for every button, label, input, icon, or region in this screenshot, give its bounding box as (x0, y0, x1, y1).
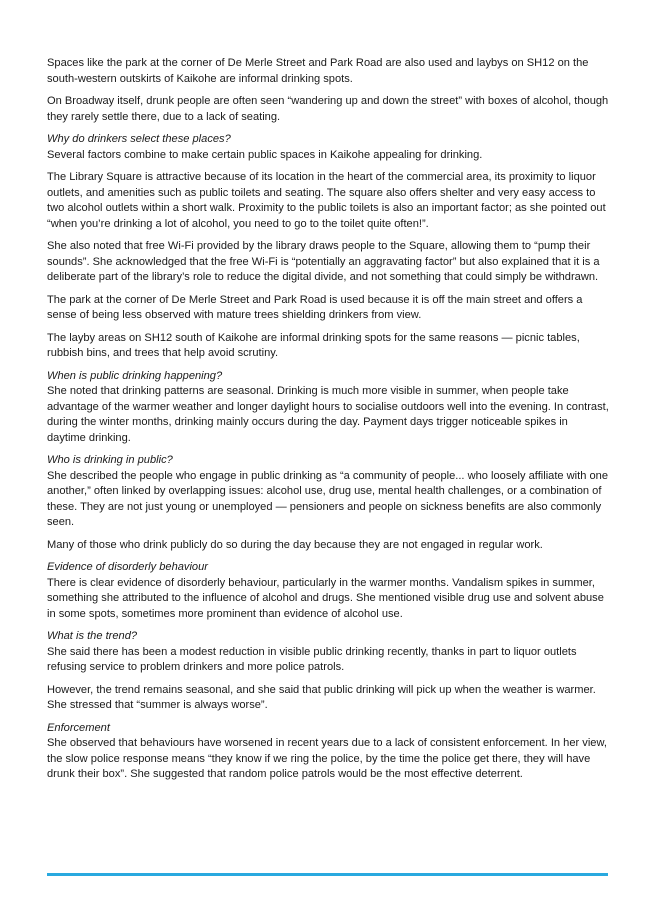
section-lead: There is clear evidence of disorderly behaviour, particularly in the warmer months. Vandalism spikes in summer, something she attributed to the influence of alcohol and drugs. She mentioned visible drug use and solvent abuse in some spots, sometimes more prominent than evidence of alcohol use. (47, 576, 604, 620)
intro-paragraph: Spaces like the park at the corner of De Merle Street and Park Road are also used and laybys on SH12 on the south-western outskirts of Kaikohe are informal drinking spots. (47, 57, 589, 85)
section-heading: Who is drinking in public? (47, 454, 173, 466)
section-when-drinking (47, 369, 609, 447)
section-trend (47, 629, 609, 676)
section-paragraph: The layby areas on SH12 south of Kaikohe are informal drinking spots for the same reasons — picnic tables, rubbish bins, and trees that help avoid scrutiny. (47, 331, 580, 359)
section-disorderly-behaviour (47, 560, 609, 622)
section-heading: Evidence of disorderly behaviour (47, 561, 208, 573)
section-lead: She said there has been a modest reduction in visible public drinking recently, thanks in part to liquor outlets refusing service to problem drinkers and more police patrols. (47, 645, 577, 673)
section-paragraph: However, the trend remains seasonal, and she said that public drinking will pick up when the weather is warmer. She stressed that “summer is always worse”. (47, 683, 596, 711)
section-heading: What is the trend? (47, 630, 138, 642)
section-why-places (47, 132, 609, 163)
section-paragraph: The park at the corner of De Merle Street and Park Road is used because it is off the main street and offers a sense of being less observed with mature trees shielding drinkers from view. (47, 293, 583, 321)
section-heading: When is public drinking happening? (47, 369, 223, 382)
section-heading: Enforcement (47, 721, 110, 734)
document-body (47, 56, 609, 790)
footer-rule (47, 873, 608, 876)
intro-paragraph: On Broadway itself, drunk people are often seen “wandering up and down the street” with boxes of alcohol, though they rarely settle there, due to a lack of seating. (47, 95, 609, 123)
section-lead: Several factors combine to make certain public spaces in Kaikohe appealing for drinking. (47, 148, 483, 161)
section-paragraph: She also noted that free Wi-Fi provided by the library draws people to the Square, allowing them to “pump their sounds”. She acknowledged that the free Wi-Fi is “potentially an aggravating factor” but also explained that it is a deliberate part of the library’s role to reduce the digital divide, and not something that could simply be withdrawn. (47, 240, 600, 283)
section-paragraph: The Library Square is attractive because of its location in the heart of the commercial area, its proximity to liquor outlets, and amenities such as public toilets and seating. The square also offers shelter and very easy access to two alcohol outlets within a short walk. Proximity to the public toilets is also an important factor; as she pointed out “when you’re drinking a lot of alcohol, you need to go to the toilet quite often!”. (47, 171, 606, 230)
section-lead: She described the people who engage in public drinking as “a community of people... who loosely affiliate with one another,” often linked by overlapping issues: alcohol use, drug use, mental health challenges, or a combination of these. They are not just young or unemployed — pensioners and people on sickness benefits are also commonly seen. (47, 469, 608, 528)
section-who-drinking (47, 453, 609, 531)
section-lead: She noted that drinking patterns are seasonal. Drinking is much more visible in summer, when people take advantage of the warmer weather and longer daylight hours to socialise outdoors well into the evening. In contrast, during the winter months, drinking mainly occurs during the day. Payment days trigger noticeable spikes in daytime drinking. (47, 385, 609, 444)
section-paragraph: Many of those who drink publicly do so during the day because they are not engaged in regular work. (47, 538, 543, 551)
section-lead: She observed that behaviours have worsened in recent years due to a lack of consistent enforcement. In her view, the slow police response means “they know if we ring the police, by the time the police get there, they will have drunk their box”. She suggested that random police patrols would be the most effective deterrent. (47, 737, 607, 780)
section-enforcement (47, 721, 609, 783)
section-heading: Why do drinkers select these places? (47, 133, 231, 145)
